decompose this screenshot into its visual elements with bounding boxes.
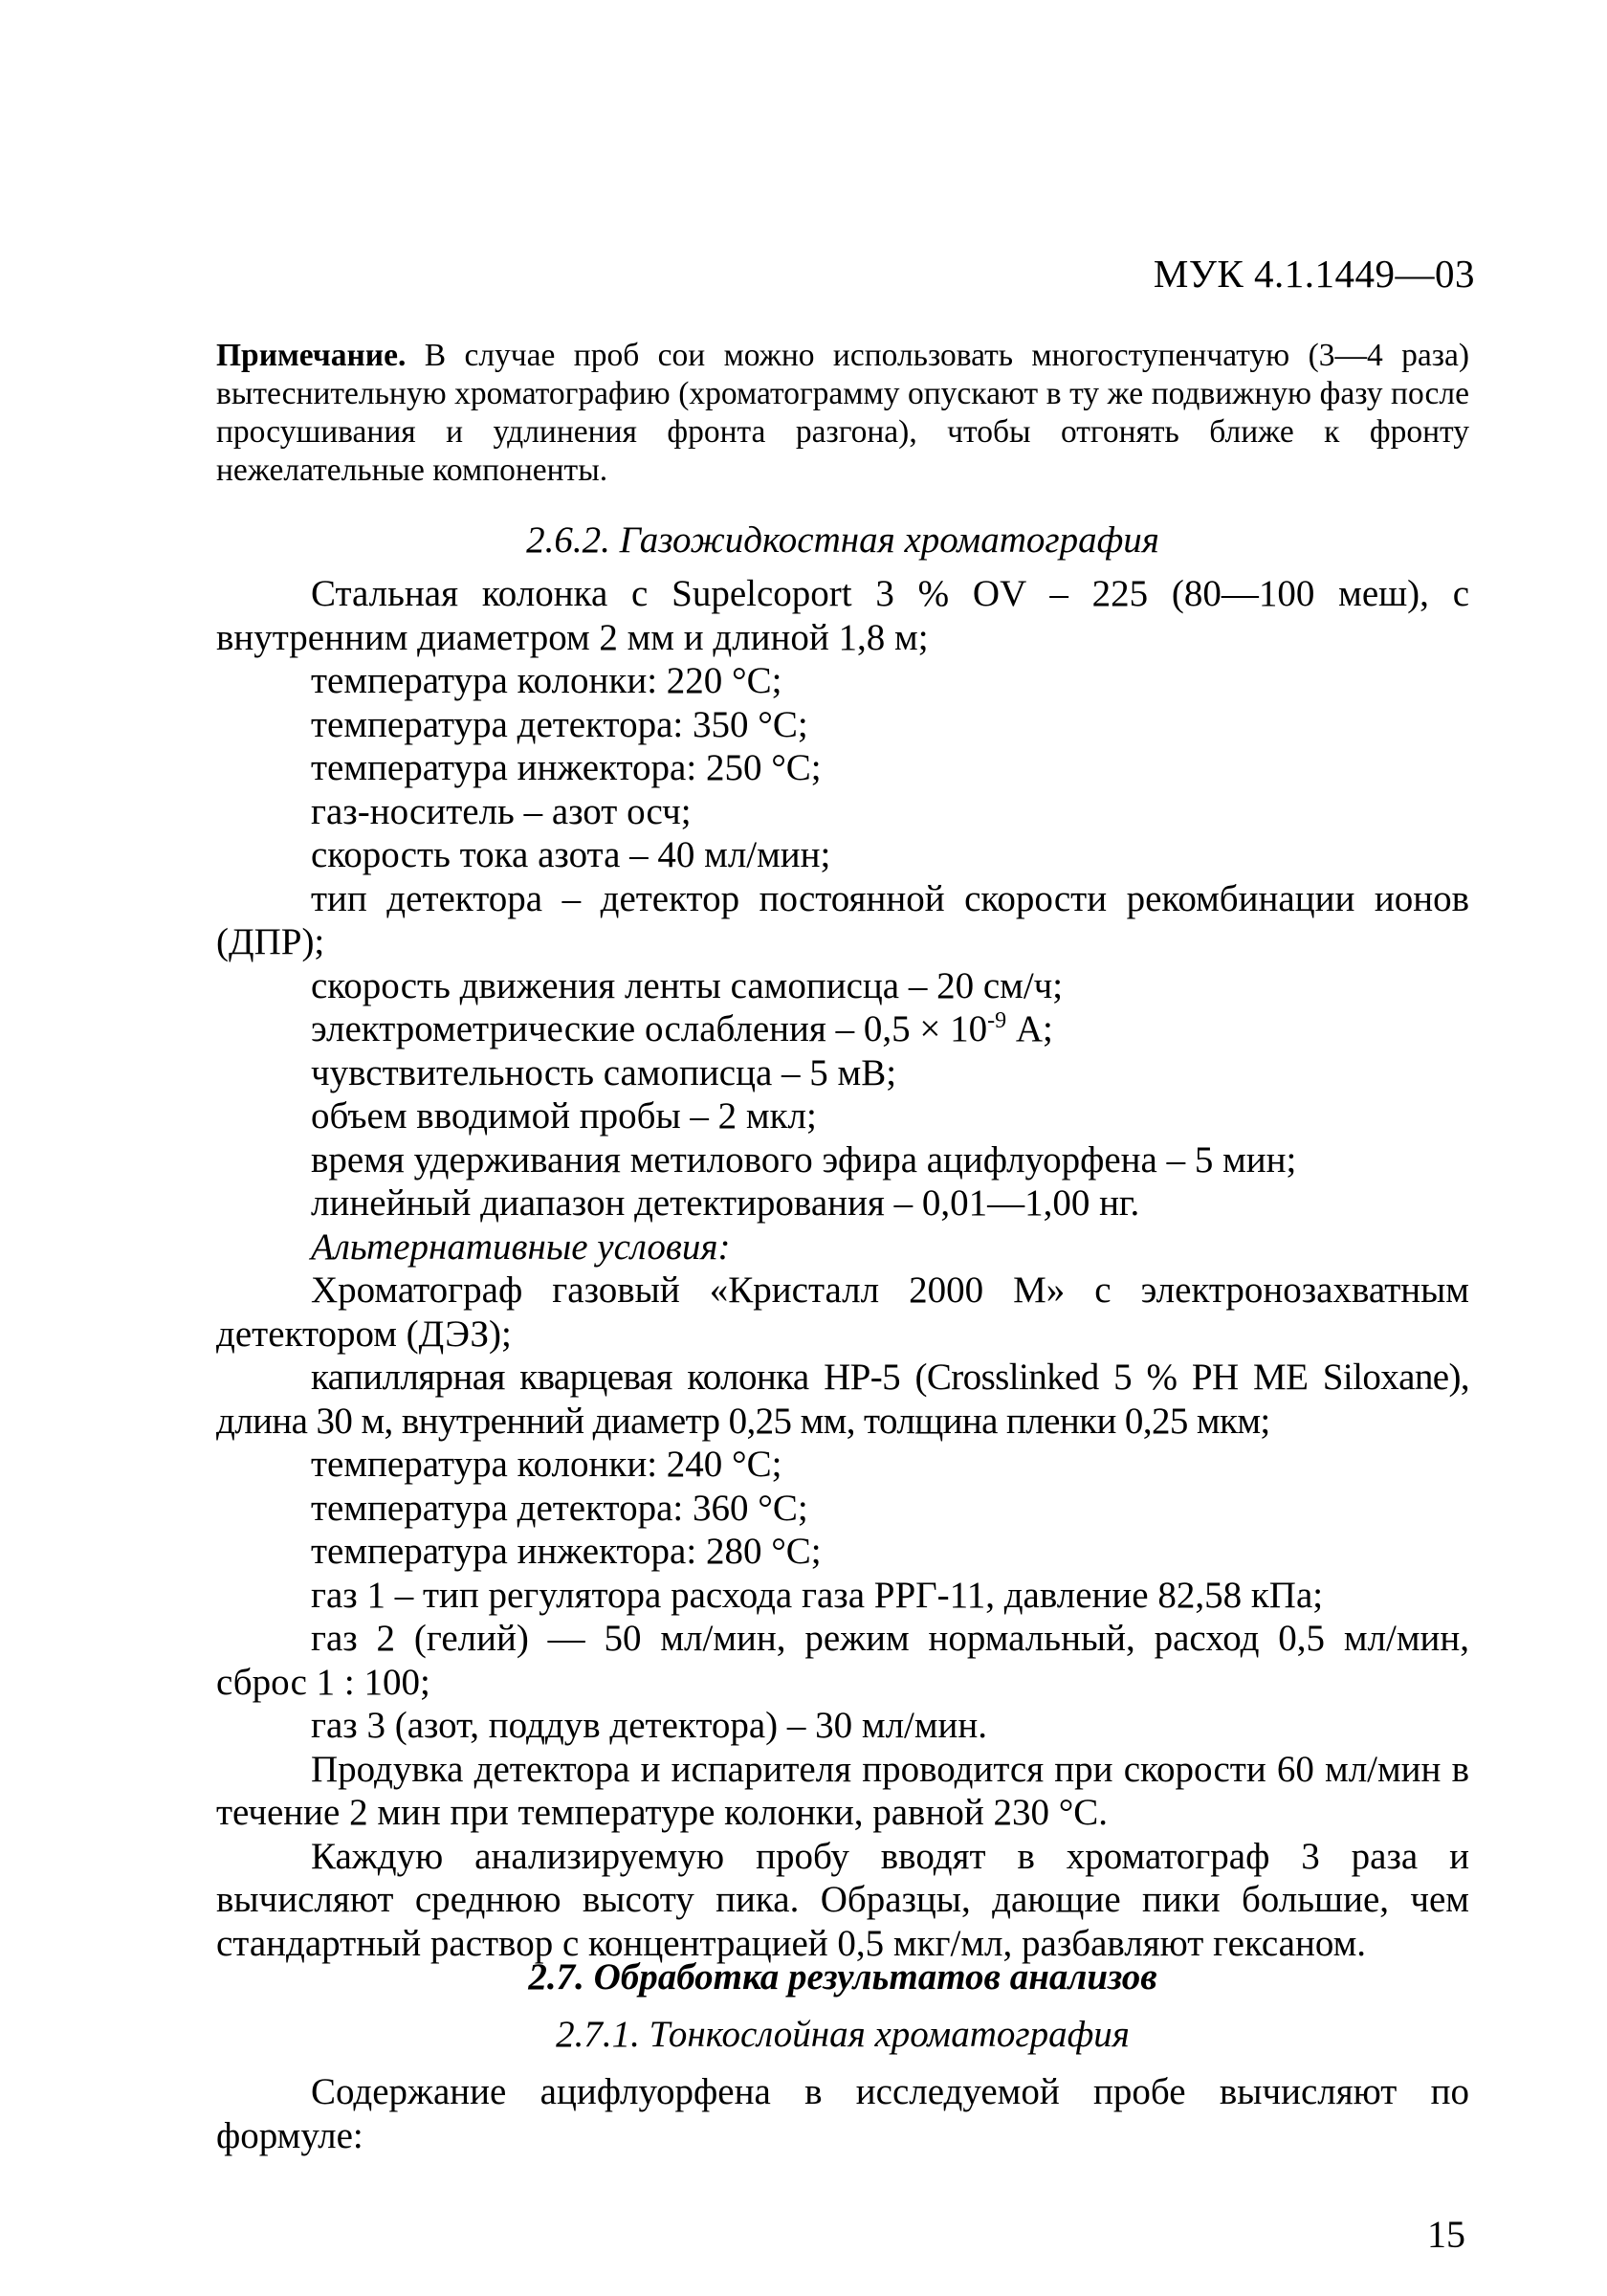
attenuation-text: электрометрические ослабления – 0,5 × 10 <box>311 1008 988 1049</box>
attenuation-line <box>216 1007 1469 1051</box>
tlc-paragraph-block <box>216 2070 1469 2157</box>
alt-condition-line: газ 1 – тип регулятора расхода газа РРГ-11, давление 82,58 кПа; <box>311 1574 1324 1616</box>
alt-column: капиллярная кварцевая колонка HP-5 (Crosslinked 5 % PH ME Siloxane), длина 30 м, внутренний диаметр 0,25 мм, толщина пленки 0,25 мкм; <box>216 1357 1469 1442</box>
attenuation-unit: А; <box>1006 1008 1053 1049</box>
condition-line: чувствительность самописца – 5 мВ; <box>311 1051 897 1093</box>
section-heading-2-7-1: 2.7.1. Тонкослойная хроматография <box>556 2014 1130 2055</box>
condition-line: скорость тока азота – 40 мл/мин; <box>311 834 831 875</box>
note-label: Примечание. <box>216 338 407 373</box>
alt-chromatograph: Хроматограф газовый «Кристалл 2000 М» с электронозахватным детектором (ДЭЗ); <box>216 1269 1469 1355</box>
gas2-line: газ 2 (гелий) — 50 мл/мин, режим нормальный, расход 0,5 мл/мин, сброс 1 : 100; <box>216 1618 1469 1703</box>
injection-paragraph: Каждую анализируемую пробу вводят в хроматограф 3 раза и вычисляют среднюю высоту пика. Образцы, дающие пики большие, чем стандартный раствор с концентрацией 0,5 мкг/мл, разбавляют гексаном. <box>216 1835 1469 1964</box>
section-heading-2-7: 2.7. Обработка результатов анализов <box>528 1956 1157 1998</box>
note-text: В случае проб сои можно использовать многоступенчатую (3—4 раза) вытеснительную хроматографию (хроматограмму опускают в ту же подвижную фазу после просушивания и удлинения фронта разгона), чтобы отгонять ближе к фронту нежелательные компоненты. <box>216 338 1469 488</box>
purge-paragraph: Продувка детектора и испарителя проводится при скорости 60 мл/мин в течение 2 мин при температуре колонки, равной 230 °С. <box>216 1748 1469 1833</box>
attenuation-exponent: -9 <box>987 1008 1007 1033</box>
alternative-conditions-title: Альтернативные условия: <box>311 1225 731 1268</box>
formula-intro: Содержание ацифлуорфена в исследуемой пробе вычисляют по формуле: <box>216 2071 1469 2156</box>
condition-line: линейный диапазон детектирования – 0,01—1,00 нг. <box>311 1182 1140 1224</box>
condition-line: температура колонки: 220 °С; <box>311 660 782 701</box>
column-description: Стальная колонка с Supelcoport 3 % OV – 225 (80—100 меш), с внутренним диаметром 2 мм и длиной 1,8 м; <box>216 573 1469 658</box>
gc-conditions <box>216 572 1469 1965</box>
note-paragraph <box>216 337 1469 490</box>
section-heading-2-6-2: 2.6.2. Газожидкостная хроматография <box>526 519 1159 561</box>
condition-line: объем вводимой пробы – 2 мкл; <box>311 1095 817 1137</box>
gas3-line: газ 3 (азот, поддув детектора) – 30 мл/мин. <box>311 1705 988 1746</box>
condition-line: газ-носитель – азот осч; <box>311 790 692 832</box>
page-number: 15 <box>1427 2213 1465 2256</box>
detector-type: тип детектора – детектор постоянной скорости рекомбинации ионов (ДПР); <box>216 877 1469 962</box>
condition-line: скорость движения ленты самописца – 20 см/ч; <box>311 964 1064 1006</box>
condition-line: температура инжектора: 250 °С; <box>311 747 822 788</box>
alt-condition-line: температура колонки: 240 °С; <box>311 1444 782 1485</box>
document-code: МУК 4.1.1449—03 <box>1153 252 1475 296</box>
condition-line: температура детектора: 350 °С; <box>311 703 808 745</box>
condition-line: время удерживания метилового эфира ацифлуорфена – 5 мин; <box>311 1138 1297 1181</box>
alt-condition-line: температура инжектора: 280 °С; <box>311 1531 822 1572</box>
alt-condition-line: температура детектора: 360 °С; <box>311 1487 808 1529</box>
